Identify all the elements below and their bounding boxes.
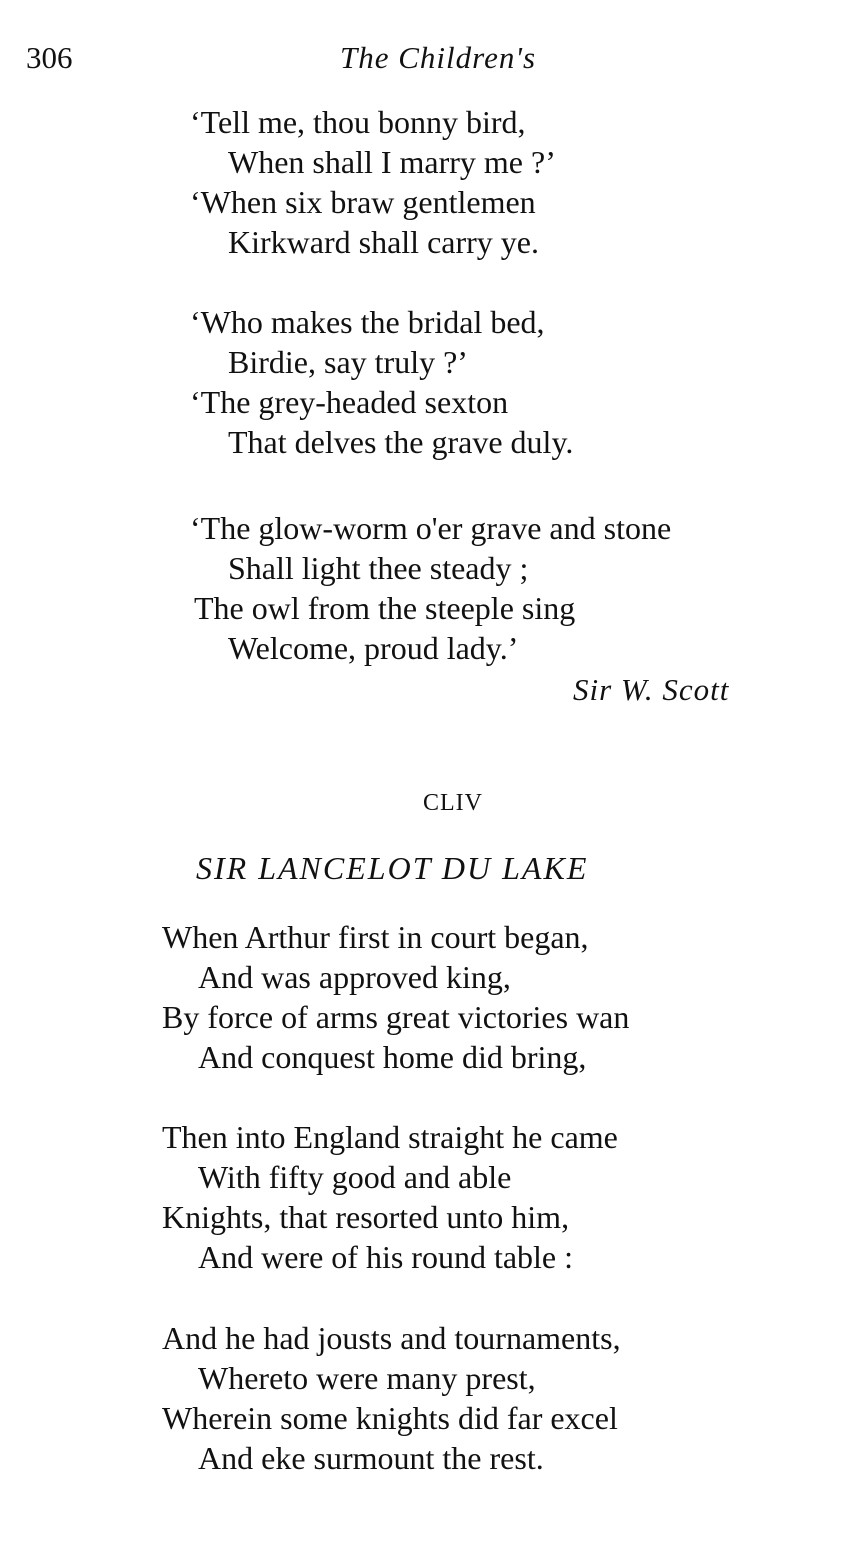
- verse-line: ‘The glow-worm o'er grave and stone: [190, 510, 672, 546]
- page-number: 306: [26, 40, 73, 75]
- verse-line: And were of his round table :: [198, 1239, 574, 1275]
- page-header: [0, 40, 856, 80]
- verse-line: The owl from the steeple sing: [194, 590, 576, 626]
- poem-number: CLIV: [423, 790, 483, 816]
- verse-line: ‘Tell me, thou bonny bird,: [190, 104, 526, 140]
- verse-line: ‘Who makes the bridal bed,: [190, 304, 545, 340]
- verse-line: Then into England straight he came: [162, 1119, 618, 1155]
- verse-line: And conquest home did bring,: [198, 1039, 587, 1075]
- verse-line: Welcome, proud lady.’: [228, 630, 519, 666]
- verse-line: When shall I marry me ?’: [228, 144, 556, 180]
- verse-line: And was approved king,: [198, 959, 511, 995]
- verse-line: By force of arms great victories wan: [162, 999, 630, 1035]
- poem-attribution: Sir W. Scott: [573, 672, 730, 707]
- verse-line: Wherein some knights did far excel: [162, 1400, 618, 1436]
- verse-line: When Arthur first in court began,: [162, 919, 589, 955]
- verse-line: Knights, that resorted unto him,: [162, 1199, 570, 1235]
- verse-line: Kirkward shall carry ye.: [228, 224, 539, 260]
- verse-line: Shall light thee steady ;: [228, 550, 529, 586]
- verse-line: With fifty good and able: [198, 1159, 512, 1195]
- verse-line: And eke surmount the rest.: [198, 1440, 544, 1476]
- verse-line: ‘When six braw gentlemen: [190, 184, 536, 220]
- verse-line: And he had jousts and tournaments,: [162, 1320, 621, 1356]
- verse-line: Birdie, say truly ?’: [228, 344, 468, 380]
- poem-title: SIR LANCELOT DU LAKE: [196, 850, 589, 886]
- running-title: The Children's: [340, 40, 537, 75]
- verse-line: Whereto were many prest,: [198, 1360, 536, 1396]
- verse-line: ‘The grey-headed sexton: [190, 384, 509, 420]
- verse-line: That delves the grave duly.: [228, 424, 574, 460]
